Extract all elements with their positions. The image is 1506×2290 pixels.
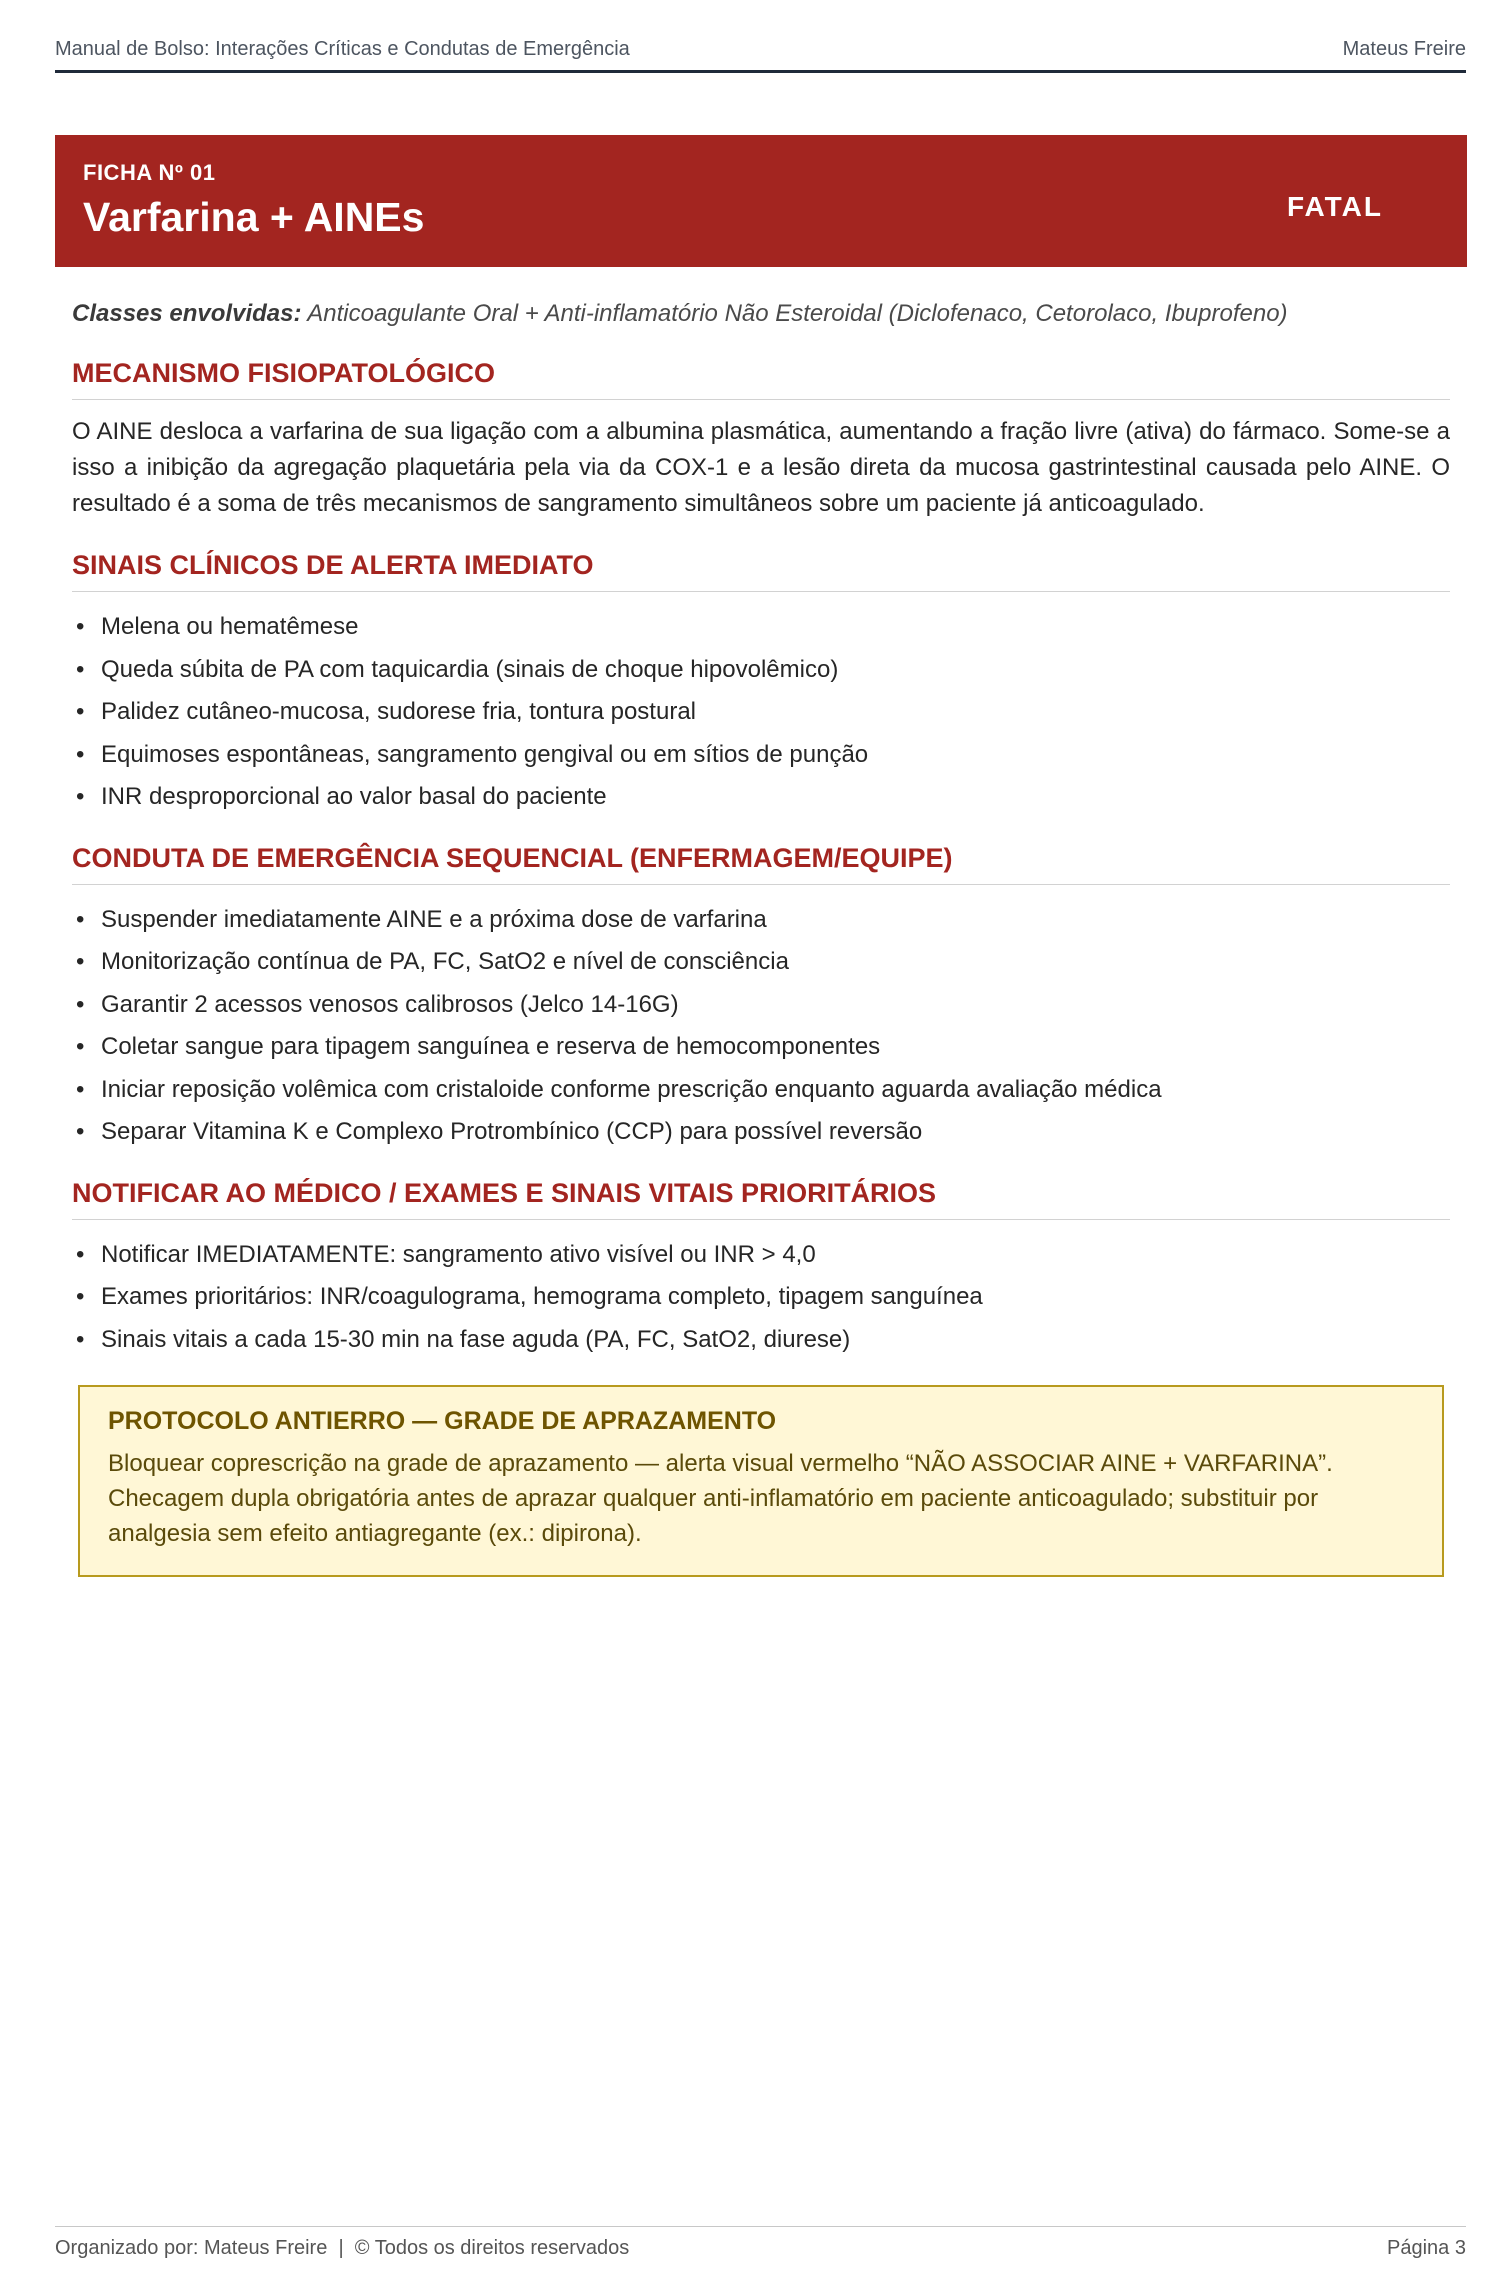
list-item: • Equimoses espontâneas, sangramento gengival ou em sítios de punção [72,734,1450,777]
protocol-alert-box [78,1385,1444,1577]
classes-line [72,300,1450,328]
list-item: • Suspender imediatamente AINE e a próxima dose de varfarina [72,899,1450,942]
page-number: Página 3 [1387,2237,1466,2259]
author-name: Mateus Freire [1342,38,1466,60]
signs-list [72,606,1450,819]
list-item: • Sinais vitais a cada 15-30 min na fase aguda (PA, FC, SatO2, diurese) [72,1319,1450,1362]
footer-credits: Organizado por: Mateus Freire | © Todos os direitos reservados [55,2237,630,2259]
card-title: Varfarina + AINEs [83,194,425,240]
list-item: • Exames prioritários: INR/coagulograma, hemograma completo, tipagem sanguínea [72,1276,1450,1319]
card-banner [55,135,1467,267]
conduct-list [72,899,1450,1154]
notify-list [72,1234,1450,1362]
conduct-heading: CONDUTA DE EMERGÊNCIA SEQUENCIAL (ENFERMAGEM/EQUIPE) [72,843,1450,885]
card-number: FICHA Nº 01 [83,160,216,185]
list-item: • Melena ou hematêmese [72,606,1450,649]
list-item: • Palidez cutâneo-mucosa, sudorese fria, tontura postural [72,691,1450,734]
protocol-text: Bloquear coprescrição na grade de aprazamento — alerta visual vermelho “NÃO ASSOCIAR AINE + VARFARINA”. Checagem dupla obrigatória antes de aprazar qualquer anti-inflamatório em paciente anticoagulado; substituir por analgesia sem efeito antiagregante (ex.: dipirona). [108,1450,1333,1547]
list-item: • Garantir 2 acessos venosos calibrosos (Jelco 14-16G) [72,984,1450,1027]
page-header [55,38,1466,73]
card-content [72,300,1450,1577]
page-footer [55,2226,1466,2260]
list-item: • Queda súbita de PA com taquicardia (sinais de choque hipovolêmico) [72,649,1450,692]
classes-value: Anticoagulante Oral + Anti-inflamatório Não Esteroidal (Diclofenaco, Cetorolaco, Ibuprofeno) [307,300,1288,327]
list-item: • INR desproporcional ao valor basal do paciente [72,776,1450,819]
document-title: Manual de Bolso: Interações Críticas e Condutas de Emergência [55,38,630,60]
list-item: • Notificar IMEDIATAMENTE: sangramento ativo visível ou INR > 4,0 [72,1234,1450,1277]
mechanism-paragraph: O AINE desloca a varfarina de sua ligação com a albumina plasmática, aumentando a fração livre (ativa) do fármaco. Some-se a isso a inibição da agregação plaquetária pela via da COX-1 e a lesão direta da mucosa gastrintestinal causada pelo AINE. O resultado é a soma de três mecanismos de sangramento simultâneos sobre um paciente já anticoagulado. [72,418,1450,517]
list-item: • Monitorização contínua de PA, FC, SatO2 e nível de consciência [72,941,1450,984]
notify-heading: NOTIFICAR AO MÉDICO / EXAMES E SINAIS VITAIS PRIORITÁRIOS [72,1178,1450,1220]
list-item: • Iniciar reposição volêmica com cristaloide conforme prescrição enquanto aguarda avaliação médica [72,1069,1450,1112]
list-item: • Coletar sangue para tipagem sanguínea e reserva de hemocomponentes [72,1026,1450,1069]
severity-badge: FATAL [1286,191,1383,222]
classes-label: Classes envolvidas: [72,300,302,327]
list-item: • Separar Vitamina K e Complexo Protrombínico (CCP) para possível reversão [72,1111,1450,1154]
protocol-title: PROTOCOLO ANTIERRO — GRADE DE APRAZAMENTO [108,1407,777,1435]
mechanism-heading: MECANISMO FISIOPATOLÓGICO [72,358,1450,400]
signs-heading: SINAIS CLÍNICOS DE ALERTA IMEDIATO [72,550,1450,592]
